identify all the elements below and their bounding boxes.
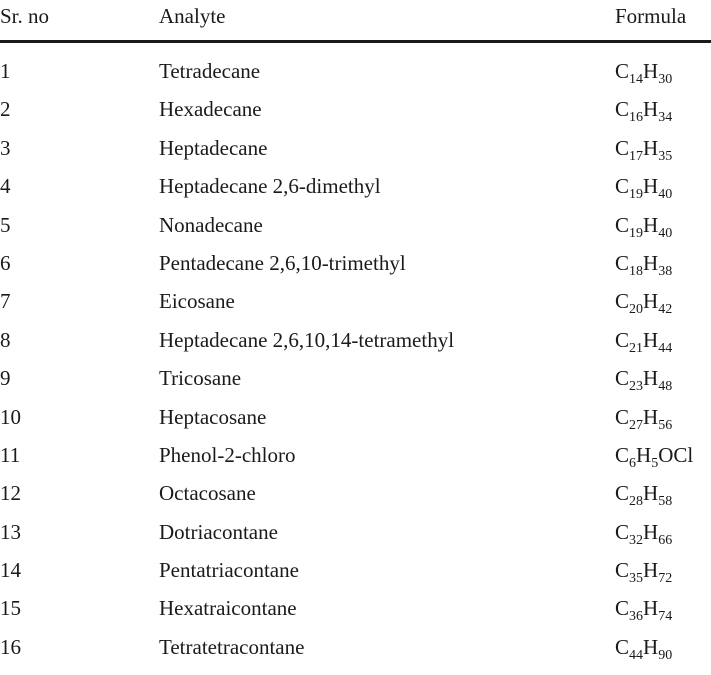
formula-subscript: 90 xyxy=(658,647,673,663)
formula-element: C xyxy=(615,596,630,621)
cell-analyte: Tricosane xyxy=(159,366,242,391)
formula-subscript: 58 xyxy=(658,494,673,510)
cell-sr-no: 11 xyxy=(0,442,21,467)
cell-sr-no: 5 xyxy=(0,212,11,237)
cell-analyte: Pentatriacontane xyxy=(159,558,299,583)
formula-subscript: 72 xyxy=(658,571,673,587)
formula-subscript: 20 xyxy=(629,302,644,318)
formula-element: C xyxy=(615,289,630,314)
formula-element: C xyxy=(615,519,630,544)
formula-subscript: 18 xyxy=(629,263,644,279)
formula-subscript: 42 xyxy=(658,302,673,318)
formula-subscript: 6 xyxy=(629,455,637,471)
cell-formula xyxy=(615,558,673,587)
cell-formula xyxy=(615,519,673,548)
table-row xyxy=(0,135,711,176)
header-analyte: Analyte xyxy=(159,4,226,28)
table-row xyxy=(0,368,711,406)
formula-element: H xyxy=(643,250,659,275)
cell-sr-no: 16 xyxy=(0,634,21,659)
formula-element: C xyxy=(615,97,630,122)
cell-formula xyxy=(615,442,694,471)
formula-subscript: 35 xyxy=(658,148,673,164)
cell-formula xyxy=(615,327,673,356)
cell-analyte: Tetratetracontane xyxy=(159,634,305,659)
cell-sr-no: 12 xyxy=(0,481,21,506)
cell-sr-no: 13 xyxy=(0,519,21,544)
cell-analyte: Heptadecane 2,6,10,14-tetramethyl xyxy=(159,327,455,352)
formula-subscript: 28 xyxy=(629,494,644,510)
formula-subscript: 66 xyxy=(658,532,673,548)
formula-subscript: 23 xyxy=(629,379,644,395)
formula-subscript: 36 xyxy=(629,609,644,625)
cell-sr-no: 7 xyxy=(0,289,11,314)
header-rule xyxy=(0,40,711,43)
formula-element: H xyxy=(636,442,652,467)
table-row xyxy=(0,634,711,675)
table-row xyxy=(0,404,711,445)
formula-element: C xyxy=(615,481,630,506)
table-row xyxy=(0,291,711,329)
table-row xyxy=(0,176,711,214)
formula-subscript: 35 xyxy=(629,571,644,587)
cell-formula xyxy=(615,250,673,279)
cell-analyte: Heptadecane xyxy=(159,135,268,160)
formula-element: C xyxy=(615,59,630,83)
formula-element: H xyxy=(643,97,659,122)
formula-subscript: 17 xyxy=(629,148,644,164)
formula-element: H xyxy=(643,59,659,83)
cell-analyte: Heptadecane 2,6-dimethyl xyxy=(159,174,381,199)
formula-subscript: 14 xyxy=(629,72,644,87)
formula-subscript: 40 xyxy=(658,187,673,203)
formula-element: C xyxy=(615,135,630,160)
formula-subscript: 32 xyxy=(629,532,644,548)
formula-element: H xyxy=(643,404,659,429)
cell-sr-no: 6 xyxy=(0,250,11,275)
cell-analyte: Hexadecane xyxy=(159,97,262,122)
cell-analyte: Nonadecane xyxy=(159,212,263,237)
cell-formula xyxy=(615,289,673,318)
cell-analyte: Hexatraicontane xyxy=(159,596,297,621)
formula-element: C xyxy=(615,634,630,659)
table-row xyxy=(0,61,711,99)
cell-analyte: Eicosane xyxy=(159,289,235,314)
cell-analyte: Octacosane xyxy=(159,481,256,506)
formula-element: H xyxy=(643,289,659,314)
table-row xyxy=(0,483,711,521)
formula-element: C xyxy=(615,442,630,467)
cell-sr-no: 15 xyxy=(0,596,21,621)
formula-subscript: 40 xyxy=(658,225,673,241)
header-sr-no: Sr. no xyxy=(0,4,50,28)
formula-subscript: 27 xyxy=(629,417,644,433)
cell-formula xyxy=(615,634,673,663)
cell-sr-no: 3 xyxy=(0,135,11,160)
formula-subscript: 19 xyxy=(629,187,644,203)
cell-formula xyxy=(615,174,673,203)
formula-subscript: 5 xyxy=(651,455,659,471)
formula-element: H xyxy=(643,212,659,237)
formula-subscript: 38 xyxy=(658,263,673,279)
cell-formula xyxy=(615,59,673,87)
cell-sr-no: 14 xyxy=(0,558,21,583)
formula-element: OCl xyxy=(658,442,694,467)
formula-element: H xyxy=(643,366,659,391)
cell-formula xyxy=(615,97,673,126)
table-row xyxy=(0,560,711,598)
cell-sr-no: 1 xyxy=(0,59,11,83)
formula-element: C xyxy=(615,558,630,583)
cell-formula xyxy=(615,481,673,510)
formula-element: H xyxy=(643,634,659,659)
table-row xyxy=(0,519,711,560)
formula-element: H xyxy=(643,481,659,506)
formula-element: C xyxy=(615,250,630,275)
formula-subscript: 48 xyxy=(658,379,673,395)
table-body xyxy=(0,61,711,675)
formula-subscript: 30 xyxy=(658,72,673,87)
formula-element: C xyxy=(615,404,630,429)
formula-subscript: 21 xyxy=(629,340,644,356)
formula-element: H xyxy=(643,327,659,352)
cell-analyte: Pentadecane 2,6,10-trimethyl xyxy=(159,250,406,275)
cell-analyte: Phenol-2-chloro xyxy=(159,442,296,467)
cell-formula xyxy=(615,404,673,433)
table-row xyxy=(0,598,711,636)
cell-formula xyxy=(615,366,673,395)
formula-element: C xyxy=(615,327,630,352)
table-row xyxy=(0,212,711,253)
formula-subscript: 74 xyxy=(658,609,673,625)
formula-subscript: 34 xyxy=(658,110,673,126)
cell-sr-no: 8 xyxy=(0,327,11,352)
cell-formula xyxy=(615,212,673,241)
formula-element: H xyxy=(643,558,659,583)
cell-sr-no: 10 xyxy=(0,404,21,429)
formula-element: H xyxy=(643,174,659,199)
cell-sr-no: 4 xyxy=(0,174,11,199)
table-row xyxy=(0,327,711,368)
cell-formula xyxy=(615,596,673,625)
table-row xyxy=(0,250,711,291)
cell-sr-no: 9 xyxy=(0,366,11,391)
formula-element: C xyxy=(615,174,630,199)
formula-element: C xyxy=(615,366,630,391)
formula-subscript: 16 xyxy=(629,110,644,126)
formula-element: H xyxy=(643,135,659,160)
cell-sr-no: 2 xyxy=(0,97,11,122)
header-formula: Formula xyxy=(615,4,687,28)
cell-formula xyxy=(615,135,673,164)
formula-subscript: 56 xyxy=(658,417,673,433)
cell-analyte: Heptacosane xyxy=(159,404,267,429)
table-row xyxy=(0,99,711,137)
formula-subscript: 44 xyxy=(658,340,673,356)
table-row xyxy=(0,442,711,483)
table-header xyxy=(0,0,711,42)
formula-subscript: 44 xyxy=(629,647,644,663)
cell-analyte: Dotriacontane xyxy=(159,519,278,544)
formula-subscript: 19 xyxy=(629,225,644,241)
formula-element: H xyxy=(643,519,659,544)
formula-element: C xyxy=(615,212,630,237)
formula-element: H xyxy=(643,596,659,621)
cell-analyte: Tetradecane xyxy=(159,59,261,83)
